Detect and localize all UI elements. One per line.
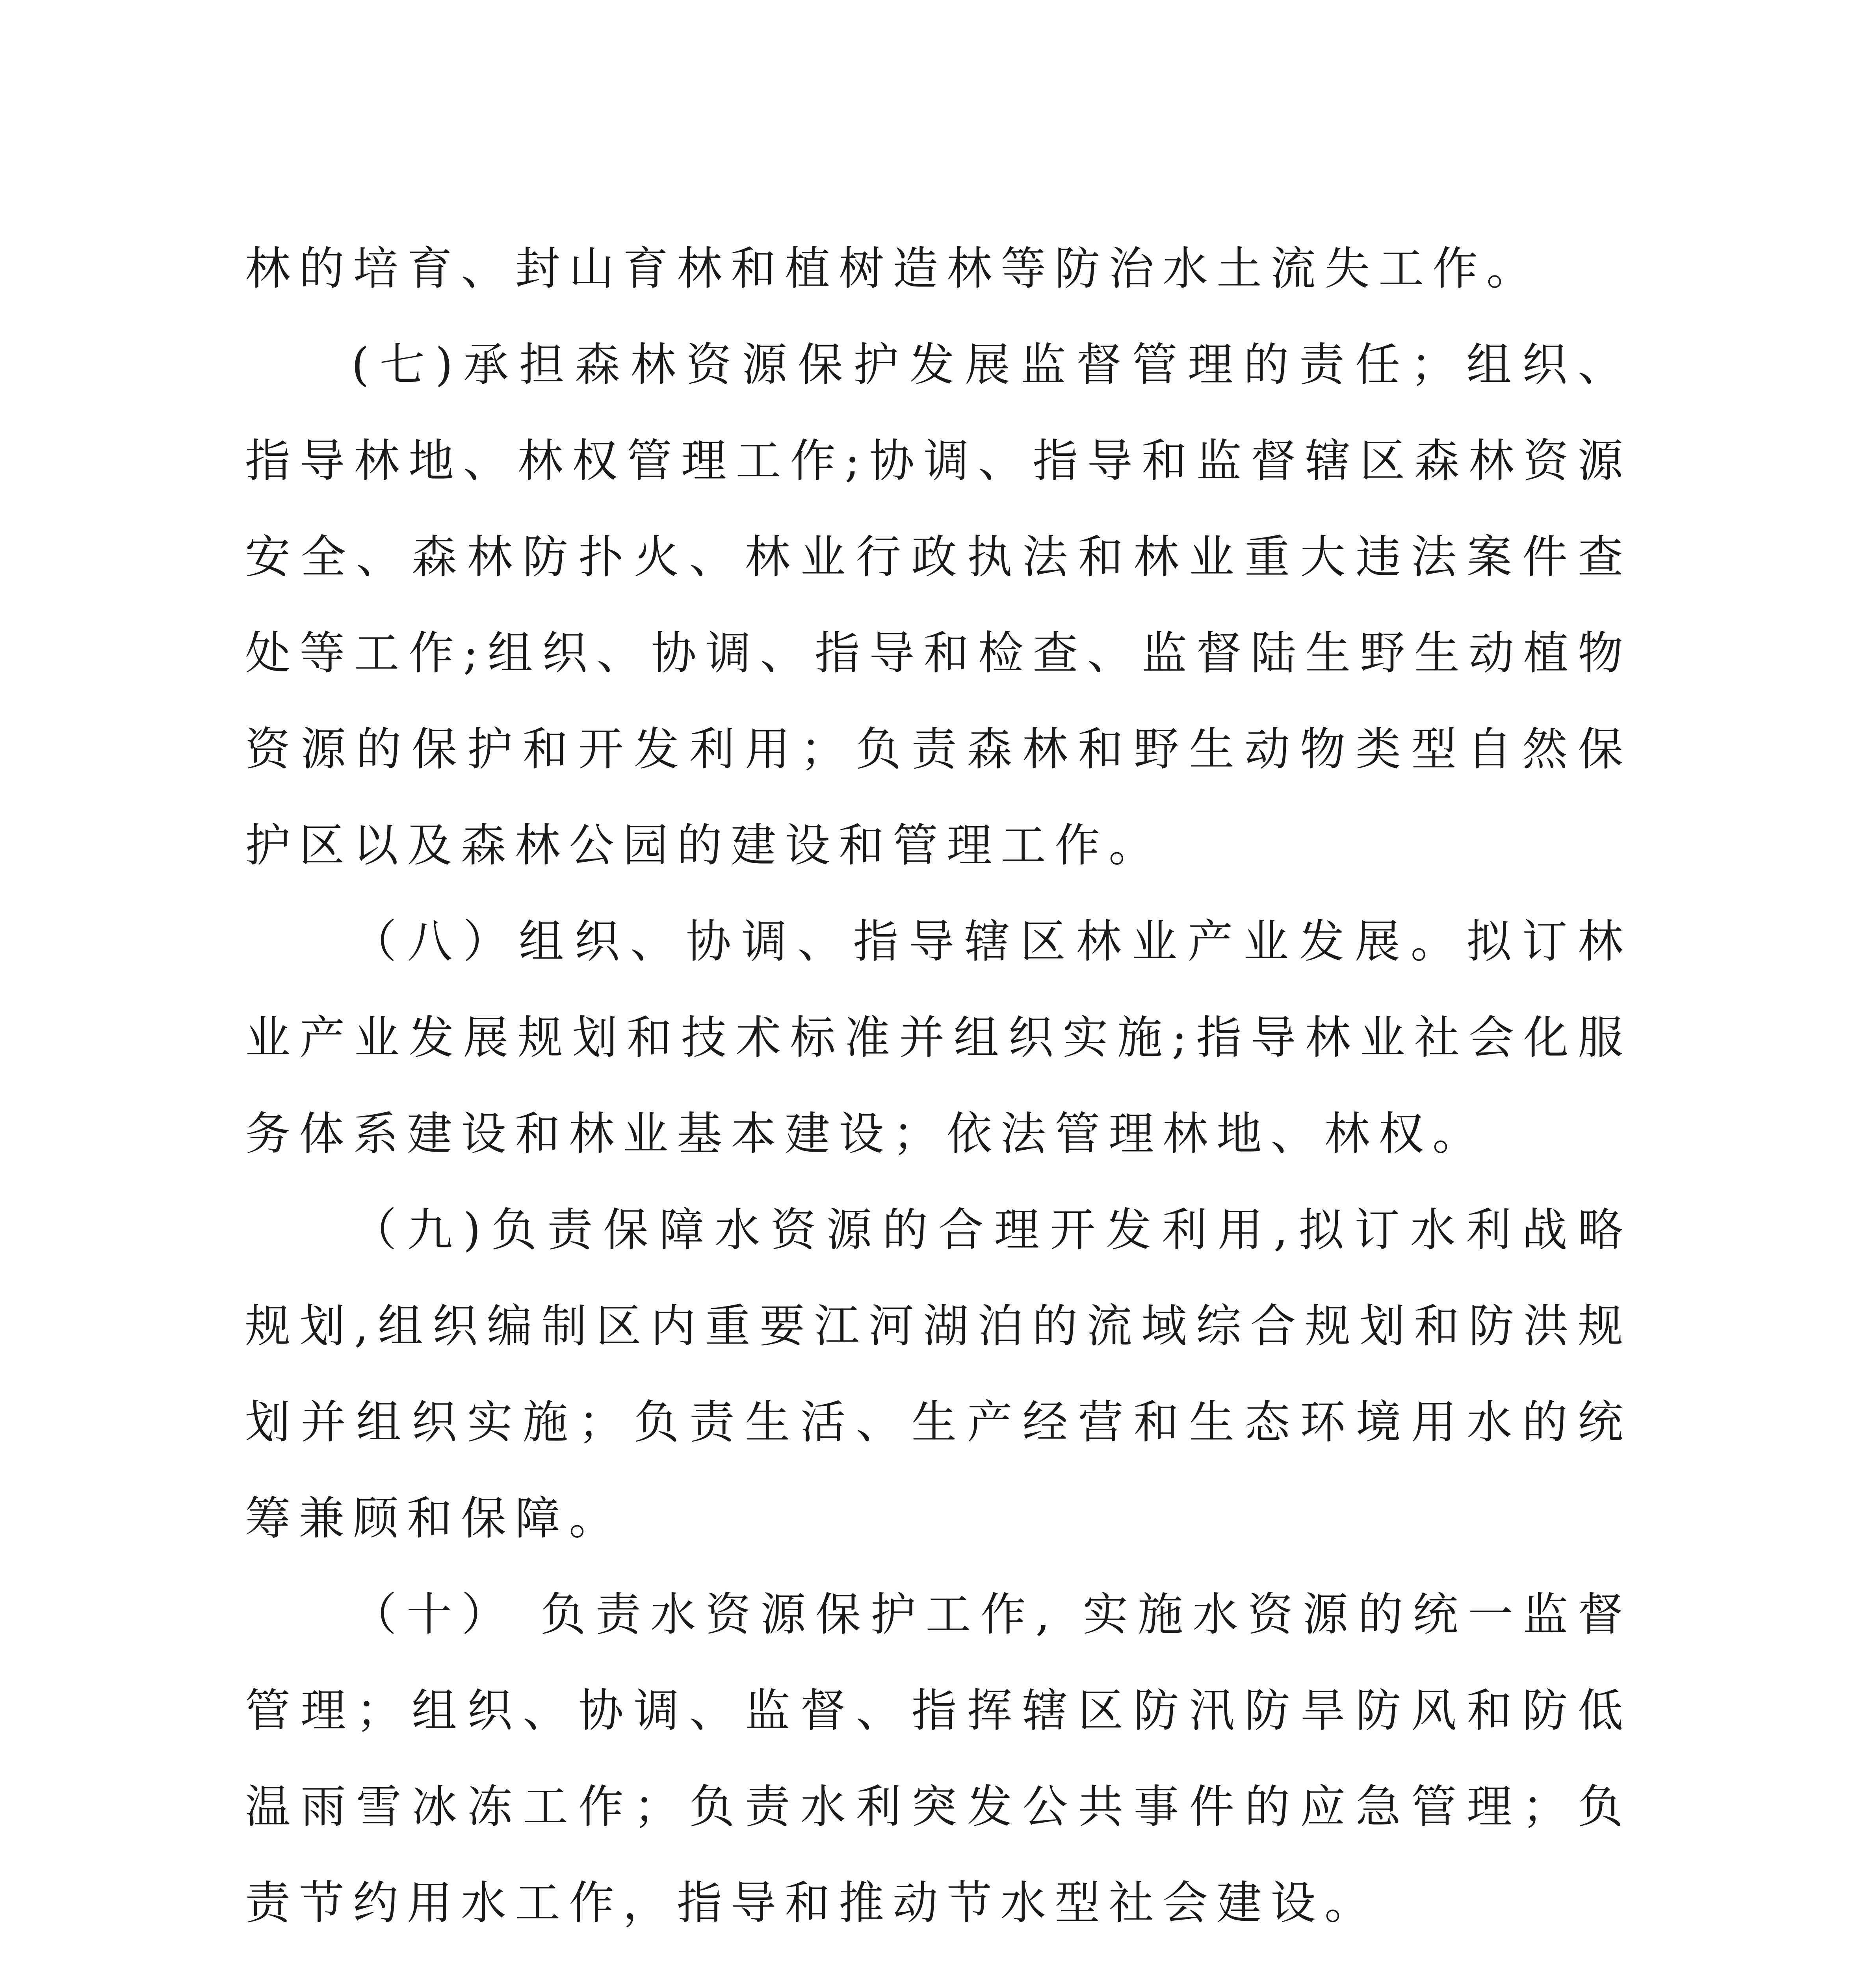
paragraph-item-11 — [245, 1951, 1632, 1970]
paragraph-item-8: （八）组织、协调、指导辖区林业产业发展。拟订林业产业发展规划和技术标准并组织实施;指导林业社会化服务体系建设和林业基本建设；依法管理林地、林权。 — [245, 915, 1632, 1160]
paragraph-item-9: （九)负责保障水资源的合理开发利用,拟订水利战略规划,组织编制区内重要江河湖泊的流域综合规划和防洪规划并组织实施；负责生活、生产经营和生态环境用水的统筹兼顾和保障。 — [245, 1204, 1632, 1545]
paragraph-item-10: （十） 负责水资源保护工作, 实施水资源的统一监督管理；组织、协调、监督、指挥辖区防汛防旱防风和防低温雨雪冰冻工作；负责水利突发公共事件的应急管理；负责节约用水工作，指导和推动节水型社会建设。 — [245, 1588, 1632, 1929]
paragraph-item-7: (七)承担森林资源保护发展监督管理的责任；组织、指导林地、林权管理工作;协调、指导和监督辖区森林资源安全、森林防扑火、林业行政执法和林业重大违法案件查处等工作;组织、协调、指导和检查、监督陆生野生动植物资源的保护和开发利用；负责森林和野生动物类型自然保护区以及森林公园的建设和管理工作。 — [245, 338, 1632, 872]
paragraph-continuation: 林的培育、封山育林和植树造林等防治水土流失工作。 — [245, 242, 1541, 295]
document-body — [245, 221, 1632, 1970]
